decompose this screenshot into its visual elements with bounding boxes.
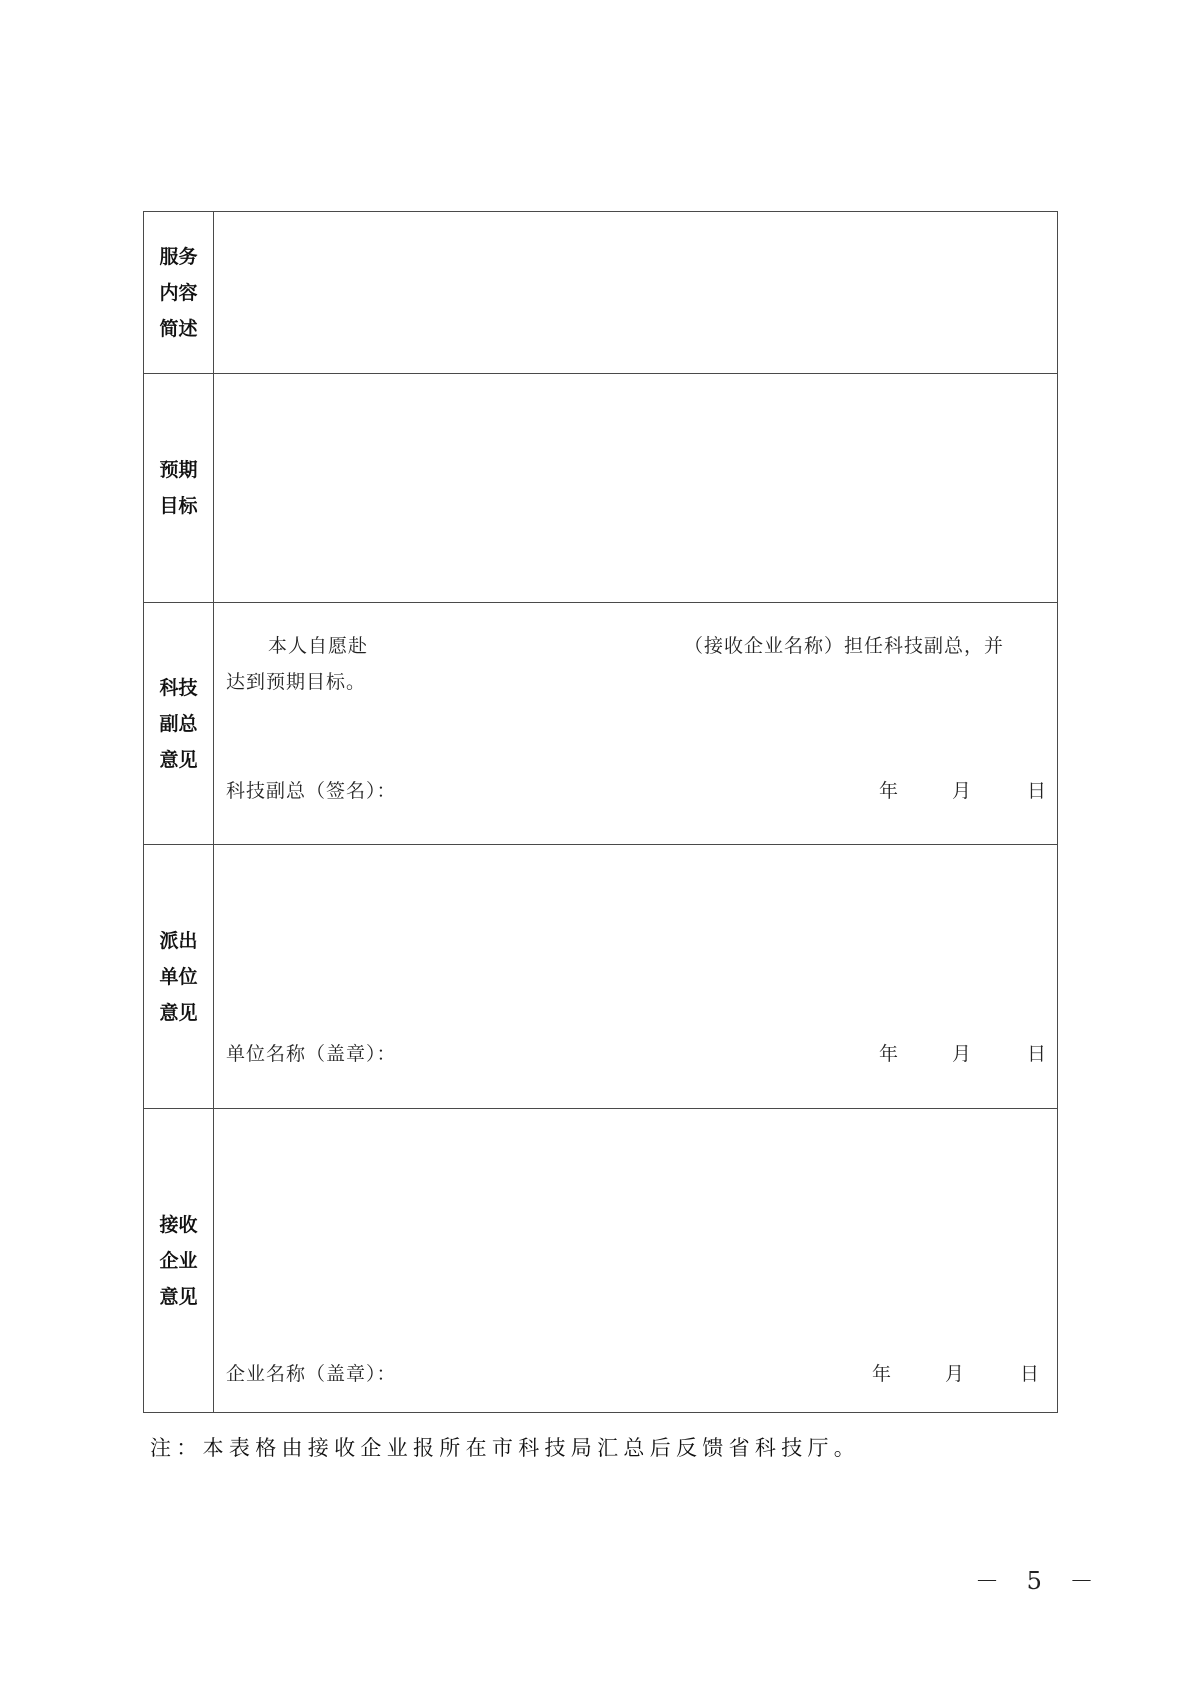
footnote: 注：本表格由接收企业报所在市科技局汇总后反馈省科技厅。	[150, 1436, 861, 1460]
row-expected-goals	[144, 374, 1058, 603]
label-vice-president-opinion	[144, 603, 214, 845]
statement-suffix: （接收企业名称）担任科技副总，并	[684, 635, 1005, 657]
date-day: 日	[1027, 780, 1047, 802]
label-line: 意见	[159, 1285, 198, 1308]
label-line: 副总	[159, 712, 198, 735]
date-month: 月	[952, 780, 972, 802]
label-line: 内容	[159, 281, 198, 304]
application-form-table	[143, 211, 1058, 1413]
statement-line-1	[268, 634, 1004, 658]
date-year: 年	[879, 1043, 899, 1065]
company-name-blank-field[interactable]	[368, 637, 684, 657]
label-receiving-company-opinion	[144, 1109, 214, 1413]
label-line: 目标	[159, 495, 198, 517]
receiving-company-opinion-cell[interactable]	[214, 1109, 1058, 1413]
statement-line-2: 达到预期目标。	[226, 671, 367, 693]
label-line: 简述	[159, 317, 198, 340]
vice-president-opinion-cell	[214, 603, 1058, 845]
label-line: 意见	[159, 748, 198, 771]
unit-seal-label: 单位名称（盖章）：	[226, 1043, 397, 1065]
service-summary-field[interactable]	[214, 212, 1058, 374]
label-line: 预期	[159, 459, 198, 481]
vice-president-signature-label: 科技副总（签名）：	[226, 780, 397, 802]
row-dispatching-unit-opinion	[144, 845, 1058, 1109]
row-receiving-company-opinion	[144, 1109, 1058, 1413]
label-line: 派出	[159, 929, 198, 952]
label-line: 单位	[159, 965, 198, 988]
label-line: 服务	[159, 245, 198, 268]
company-seal-label: 企业名称（盖章）：	[226, 1363, 397, 1385]
date-year: 年	[872, 1363, 892, 1385]
date-month: 月	[952, 1043, 972, 1065]
label-line: 企业	[159, 1249, 198, 1272]
date-day: 日	[1020, 1363, 1040, 1385]
expected-goals-field[interactable]	[214, 374, 1058, 603]
date-day: 日	[1027, 1043, 1047, 1065]
label-line: 意见	[159, 1001, 198, 1024]
statement-prefix: 本人自愿赴	[268, 635, 369, 657]
date-year: 年	[879, 780, 899, 802]
row-vice-president-opinion	[144, 603, 1058, 845]
dispatching-unit-opinion-cell[interactable]	[214, 845, 1058, 1109]
label-service-summary	[144, 212, 214, 374]
label-line: 接收	[159, 1213, 198, 1236]
label-dispatching-unit-opinion	[144, 845, 214, 1109]
row-service-summary	[144, 212, 1058, 374]
page-number: － 5 －	[975, 1567, 1104, 1595]
label-line: 科技	[159, 676, 198, 699]
date-month: 月	[945, 1363, 965, 1385]
label-expected-goals	[144, 374, 214, 603]
